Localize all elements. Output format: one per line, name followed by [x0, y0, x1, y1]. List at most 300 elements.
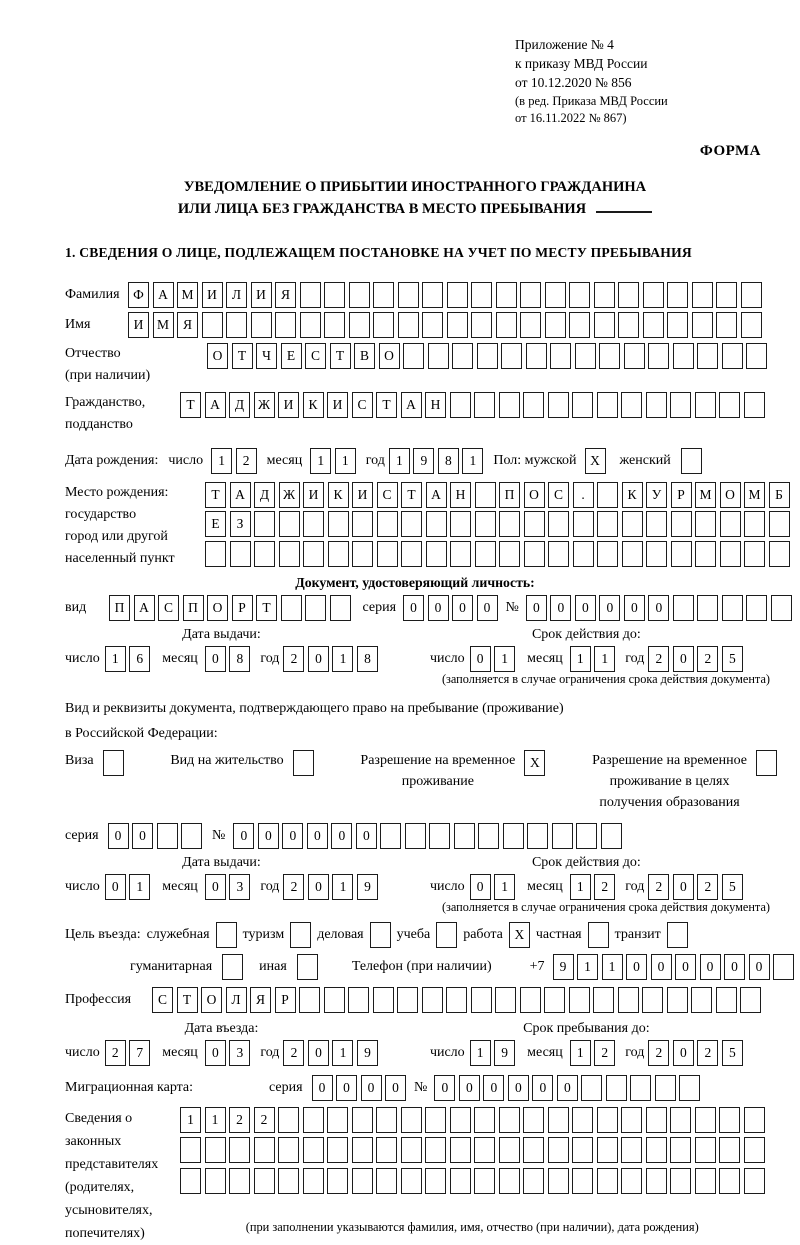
char-cell[interactable]: 0	[336, 1075, 357, 1101]
char-cell[interactable]: П	[109, 595, 130, 621]
char-cell[interactable]: Т	[401, 482, 422, 508]
purpose-study-checkbox[interactable]	[436, 922, 457, 948]
char-cell[interactable]	[454, 823, 475, 849]
char-cell[interactable]	[719, 392, 740, 418]
char-cell[interactable]: 9	[357, 1040, 378, 1066]
char-cell[interactable]: 0	[550, 595, 571, 621]
char-cell[interactable]	[618, 987, 639, 1013]
char-cell[interactable]	[646, 511, 667, 537]
char-cell[interactable]: 8	[229, 646, 250, 672]
char-cell[interactable]: 0	[673, 874, 694, 900]
char-cell[interactable]: 2	[594, 874, 615, 900]
char-cell[interactable]: Я	[250, 987, 271, 1013]
char-cell[interactable]	[646, 392, 667, 418]
char-cell[interactable]: 0	[575, 595, 596, 621]
char-cell[interactable]: 8	[438, 448, 459, 474]
char-cell[interactable]	[573, 541, 594, 567]
char-cell[interactable]	[569, 312, 590, 338]
char-cell[interactable]	[520, 282, 541, 308]
char-cell[interactable]	[425, 1137, 446, 1163]
char-cell[interactable]: 1	[570, 1040, 591, 1066]
char-cell[interactable]	[281, 595, 302, 621]
char-cell[interactable]: 0	[434, 1075, 455, 1101]
char-cell[interactable]	[643, 282, 664, 308]
migration-card-number-cells[interactable]	[434, 1075, 700, 1101]
char-cell[interactable]: 0	[205, 1040, 226, 1066]
char-cell[interactable]	[450, 1107, 471, 1133]
char-cell[interactable]	[499, 511, 520, 537]
char-cell[interactable]	[205, 1168, 226, 1194]
char-cell[interactable]: 0	[724, 954, 745, 980]
char-cell[interactable]	[254, 1137, 275, 1163]
char-cell[interactable]: Ч	[256, 343, 277, 369]
char-cell[interactable]: 2	[229, 1107, 250, 1133]
char-cell[interactable]	[495, 987, 516, 1013]
char-cell[interactable]	[278, 1168, 299, 1194]
char-cell[interactable]	[477, 343, 498, 369]
char-cell[interactable]	[348, 987, 369, 1013]
char-cell[interactable]	[428, 343, 449, 369]
char-cell[interactable]	[744, 541, 765, 567]
residence-permit-checkbox[interactable]	[293, 750, 314, 776]
char-cell[interactable]	[548, 511, 569, 537]
char-cell[interactable]: Н	[450, 482, 471, 508]
char-cell[interactable]: А	[134, 595, 155, 621]
char-cell[interactable]: П	[183, 595, 204, 621]
char-cell[interactable]	[278, 1107, 299, 1133]
char-cell[interactable]: 2	[283, 874, 304, 900]
char-cell[interactable]	[229, 1137, 250, 1163]
char-cell[interactable]	[671, 541, 692, 567]
char-cell[interactable]: 0	[258, 823, 279, 849]
char-cell[interactable]	[695, 541, 716, 567]
char-cell[interactable]	[523, 392, 544, 418]
char-cell[interactable]	[621, 1107, 642, 1133]
char-cell[interactable]	[275, 312, 296, 338]
birthdate-year-cells[interactable]	[389, 448, 484, 474]
char-cell[interactable]: С	[377, 482, 398, 508]
char-cell[interactable]: 0	[599, 595, 620, 621]
char-cell[interactable]	[474, 392, 495, 418]
char-cell[interactable]	[569, 282, 590, 308]
char-cell[interactable]	[773, 954, 794, 980]
char-cell[interactable]	[597, 511, 618, 537]
issue-month-cells[interactable]	[205, 646, 251, 672]
char-cell[interactable]: 0	[205, 646, 226, 672]
char-cell[interactable]: 9	[494, 1040, 515, 1066]
char-cell[interactable]: Д	[254, 482, 275, 508]
char-cell[interactable]: 1	[205, 1107, 226, 1133]
char-cell[interactable]: 1	[602, 954, 623, 980]
char-cell[interactable]	[524, 511, 545, 537]
stay-year-cells[interactable]	[648, 1040, 743, 1066]
char-cell[interactable]	[377, 541, 398, 567]
char-cell[interactable]	[327, 1107, 348, 1133]
char-cell[interactable]: Л	[226, 282, 247, 308]
char-cell[interactable]	[397, 987, 418, 1013]
valid-day-cells[interactable]	[470, 874, 516, 900]
char-cell[interactable]	[496, 312, 517, 338]
char-cell[interactable]	[324, 312, 345, 338]
char-cell[interactable]	[695, 392, 716, 418]
char-cell[interactable]: 0	[648, 595, 669, 621]
char-cell[interactable]	[593, 987, 614, 1013]
char-cell[interactable]: 0	[205, 874, 226, 900]
char-cell[interactable]	[229, 1168, 250, 1194]
purpose-official-checkbox[interactable]	[216, 922, 237, 948]
char-cell[interactable]: К	[303, 392, 324, 418]
char-cell[interactable]: 0	[312, 1075, 333, 1101]
char-cell[interactable]: 2	[648, 1040, 669, 1066]
char-cell[interactable]	[597, 1137, 618, 1163]
char-cell[interactable]	[599, 343, 620, 369]
char-cell[interactable]: 2	[697, 874, 718, 900]
char-cell[interactable]	[545, 312, 566, 338]
char-cell[interactable]: 0	[108, 823, 129, 849]
char-cell[interactable]	[373, 282, 394, 308]
char-cell[interactable]: Р	[275, 987, 296, 1013]
char-cell[interactable]	[746, 343, 767, 369]
char-cell[interactable]	[398, 312, 419, 338]
char-cell[interactable]	[520, 312, 541, 338]
char-cell[interactable]	[499, 1168, 520, 1194]
char-cell[interactable]: 2	[283, 646, 304, 672]
char-cell[interactable]	[496, 282, 517, 308]
char-cell[interactable]	[594, 312, 615, 338]
temp-residence-checkbox[interactable]: X	[524, 750, 545, 776]
purpose-private-checkbox[interactable]	[588, 922, 609, 948]
char-cell[interactable]	[618, 312, 639, 338]
char-cell[interactable]	[646, 1168, 667, 1194]
valid-year-cells[interactable]	[648, 646, 743, 672]
char-cell[interactable]	[643, 312, 664, 338]
char-cell[interactable]	[299, 987, 320, 1013]
char-cell[interactable]: О	[207, 595, 228, 621]
char-cell[interactable]	[303, 1137, 324, 1163]
char-cell[interactable]	[471, 987, 492, 1013]
char-cell[interactable]: О	[720, 482, 741, 508]
char-cell[interactable]: Е	[205, 511, 226, 537]
char-cell[interactable]	[548, 392, 569, 418]
char-cell[interactable]	[769, 541, 790, 567]
issue-day-cells[interactable]	[105, 646, 151, 672]
char-cell[interactable]: 2	[236, 448, 257, 474]
char-cell[interactable]	[180, 1137, 201, 1163]
char-cell[interactable]	[597, 392, 618, 418]
char-cell[interactable]	[573, 511, 594, 537]
char-cell[interactable]	[716, 312, 737, 338]
char-cell[interactable]: Т	[180, 392, 201, 418]
char-cell[interactable]	[157, 823, 178, 849]
entry-day-cells[interactable]	[105, 1040, 151, 1066]
char-cell[interactable]	[180, 1168, 201, 1194]
char-cell[interactable]	[352, 1168, 373, 1194]
char-cell[interactable]	[447, 282, 468, 308]
char-cell[interactable]	[429, 823, 450, 849]
char-cell[interactable]: 1	[129, 874, 150, 900]
char-cell[interactable]: О	[379, 343, 400, 369]
char-cell[interactable]	[205, 1137, 226, 1163]
char-cell[interactable]: .	[573, 482, 594, 508]
purpose-business-checkbox[interactable]	[370, 922, 391, 948]
char-cell[interactable]	[544, 987, 565, 1013]
char-cell[interactable]	[597, 482, 618, 508]
char-cell[interactable]	[572, 1137, 593, 1163]
char-cell[interactable]	[520, 987, 541, 1013]
char-cell[interactable]	[450, 392, 471, 418]
char-cell[interactable]	[499, 541, 520, 567]
char-cell[interactable]	[744, 392, 765, 418]
char-cell[interactable]	[503, 823, 524, 849]
valid-month-cells[interactable]	[570, 646, 616, 672]
char-cell[interactable]	[601, 823, 622, 849]
char-cell[interactable]	[597, 541, 618, 567]
char-cell[interactable]	[771, 595, 792, 621]
char-cell[interactable]	[744, 511, 765, 537]
char-cell[interactable]: Я	[275, 282, 296, 308]
char-cell[interactable]	[474, 1107, 495, 1133]
char-cell[interactable]	[300, 282, 321, 308]
char-cell[interactable]	[572, 392, 593, 418]
char-cell[interactable]	[622, 511, 643, 537]
char-cell[interactable]	[450, 541, 471, 567]
char-cell[interactable]: С	[158, 595, 179, 621]
char-cell[interactable]: 0	[532, 1075, 553, 1101]
char-cell[interactable]	[450, 1168, 471, 1194]
char-cell[interactable]: 0	[651, 954, 672, 980]
char-cell[interactable]	[376, 1168, 397, 1194]
char-cell[interactable]	[475, 511, 496, 537]
birthplace-line3-cells[interactable]	[205, 541, 790, 567]
char-cell[interactable]: О	[207, 343, 228, 369]
identity-doc-number-cells[interactable]	[526, 595, 792, 621]
char-cell[interactable]	[720, 541, 741, 567]
char-cell[interactable]	[692, 312, 713, 338]
char-cell[interactable]	[446, 987, 467, 1013]
char-cell[interactable]	[376, 1137, 397, 1163]
char-cell[interactable]: 5	[722, 1040, 743, 1066]
char-cell[interactable]	[501, 343, 522, 369]
char-cell[interactable]: 1	[180, 1107, 201, 1133]
char-cell[interactable]	[305, 595, 326, 621]
char-cell[interactable]: 2	[283, 1040, 304, 1066]
char-cell[interactable]: 0	[428, 595, 449, 621]
char-cell[interactable]: 1	[211, 448, 232, 474]
char-cell[interactable]	[722, 595, 743, 621]
char-cell[interactable]	[670, 1168, 691, 1194]
char-cell[interactable]: 9	[357, 874, 378, 900]
valid-day-cells[interactable]	[470, 646, 516, 672]
birthdate-day-cells[interactable]	[211, 448, 257, 474]
issue-month-cells[interactable]	[205, 874, 251, 900]
char-cell[interactable]	[523, 1107, 544, 1133]
char-cell[interactable]: 0	[477, 595, 498, 621]
char-cell[interactable]	[576, 823, 597, 849]
char-cell[interactable]: 3	[229, 1040, 250, 1066]
char-cell[interactable]: 0	[356, 823, 377, 849]
char-cell[interactable]	[401, 541, 422, 567]
char-cell[interactable]	[548, 1137, 569, 1163]
char-cell[interactable]	[426, 541, 447, 567]
stay-day-cells[interactable]	[470, 1040, 516, 1066]
char-cell[interactable]	[673, 343, 694, 369]
char-cell[interactable]	[572, 1107, 593, 1133]
char-cell[interactable]: У	[646, 482, 667, 508]
char-cell[interactable]: Я	[177, 312, 198, 338]
char-cell[interactable]: 0	[361, 1075, 382, 1101]
char-cell[interactable]: 0	[557, 1075, 578, 1101]
patronymic-cells[interactable]	[207, 343, 767, 369]
char-cell[interactable]	[670, 392, 691, 418]
char-cell[interactable]: 2	[697, 1040, 718, 1066]
char-cell[interactable]: С	[352, 392, 373, 418]
char-cell[interactable]	[667, 312, 688, 338]
char-cell[interactable]: 0	[470, 646, 491, 672]
char-cell[interactable]	[621, 392, 642, 418]
char-cell[interactable]	[471, 282, 492, 308]
char-cell[interactable]: С	[548, 482, 569, 508]
char-cell[interactable]	[740, 987, 761, 1013]
valid-year-cells[interactable]	[648, 874, 743, 900]
char-cell[interactable]: 1	[389, 448, 410, 474]
char-cell[interactable]: 0	[452, 595, 473, 621]
char-cell[interactable]	[572, 1168, 593, 1194]
char-cell[interactable]: С	[305, 343, 326, 369]
char-cell[interactable]	[719, 1168, 740, 1194]
char-cell[interactable]	[673, 595, 694, 621]
char-cell[interactable]: 1	[594, 646, 615, 672]
char-cell[interactable]: 0	[700, 954, 721, 980]
char-cell[interactable]	[548, 1168, 569, 1194]
char-cell[interactable]	[324, 987, 345, 1013]
char-cell[interactable]: 0	[331, 823, 352, 849]
char-cell[interactable]: И	[128, 312, 149, 338]
char-cell[interactable]: 1	[470, 1040, 491, 1066]
char-cell[interactable]	[425, 1168, 446, 1194]
char-cell[interactable]	[597, 1168, 618, 1194]
char-cell[interactable]	[230, 541, 251, 567]
char-cell[interactable]	[327, 1137, 348, 1163]
char-cell[interactable]: П	[499, 482, 520, 508]
char-cell[interactable]	[279, 541, 300, 567]
char-cell[interactable]: 8	[357, 646, 378, 672]
char-cell[interactable]	[606, 1075, 627, 1101]
char-cell[interactable]	[226, 312, 247, 338]
char-cell[interactable]	[720, 511, 741, 537]
char-cell[interactable]	[646, 1137, 667, 1163]
char-cell[interactable]	[405, 823, 426, 849]
char-cell[interactable]: 0	[308, 874, 329, 900]
char-cell[interactable]	[524, 541, 545, 567]
char-cell[interactable]	[692, 282, 713, 308]
char-cell[interactable]	[741, 312, 762, 338]
char-cell[interactable]	[422, 987, 443, 1013]
char-cell[interactable]: А	[426, 482, 447, 508]
char-cell[interactable]	[548, 541, 569, 567]
char-cell[interactable]	[377, 511, 398, 537]
char-cell[interactable]	[550, 343, 571, 369]
char-cell[interactable]	[352, 1137, 373, 1163]
char-cell[interactable]	[254, 1168, 275, 1194]
char-cell[interactable]: 0	[508, 1075, 529, 1101]
char-cell[interactable]	[352, 541, 373, 567]
char-cell[interactable]	[450, 511, 471, 537]
char-cell[interactable]: Т	[205, 482, 226, 508]
char-cell[interactable]	[349, 312, 370, 338]
char-cell[interactable]: 9	[553, 954, 574, 980]
char-cell[interactable]	[352, 511, 373, 537]
char-cell[interactable]: 0	[282, 823, 303, 849]
legal-reps-line3-cells[interactable]	[180, 1168, 765, 1194]
char-cell[interactable]	[552, 823, 573, 849]
char-cell[interactable]	[251, 312, 272, 338]
char-cell[interactable]	[526, 343, 547, 369]
valid-month-cells[interactable]	[570, 874, 616, 900]
char-cell[interactable]: Т	[232, 343, 253, 369]
char-cell[interactable]: 1	[332, 874, 353, 900]
char-cell[interactable]	[697, 595, 718, 621]
char-cell[interactable]	[548, 1107, 569, 1133]
char-cell[interactable]	[648, 343, 669, 369]
char-cell[interactable]: 1	[310, 448, 331, 474]
char-cell[interactable]: 7	[129, 1040, 150, 1066]
char-cell[interactable]	[328, 541, 349, 567]
char-cell[interactable]: 5	[722, 646, 743, 672]
char-cell[interactable]	[679, 1075, 700, 1101]
char-cell[interactable]	[422, 282, 443, 308]
char-cell[interactable]	[581, 1075, 602, 1101]
char-cell[interactable]	[403, 343, 424, 369]
char-cell[interactable]: 2	[697, 646, 718, 672]
char-cell[interactable]	[741, 282, 762, 308]
char-cell[interactable]	[695, 1107, 716, 1133]
char-cell[interactable]: 6	[129, 646, 150, 672]
char-cell[interactable]: Т	[376, 392, 397, 418]
char-cell[interactable]	[597, 1107, 618, 1133]
char-cell[interactable]	[475, 541, 496, 567]
char-cell[interactable]: 0	[132, 823, 153, 849]
char-cell[interactable]: К	[622, 482, 643, 508]
char-cell[interactable]: Б	[769, 482, 790, 508]
char-cell[interactable]	[646, 1107, 667, 1133]
char-cell[interactable]	[499, 1137, 520, 1163]
char-cell[interactable]: 0	[308, 1040, 329, 1066]
char-cell[interactable]	[719, 1107, 740, 1133]
char-cell[interactable]: 5	[722, 874, 743, 900]
profession-cells[interactable]	[152, 987, 761, 1013]
char-cell[interactable]	[622, 541, 643, 567]
name-cells[interactable]	[128, 312, 762, 338]
char-cell[interactable]: 0	[673, 646, 694, 672]
char-cell[interactable]: 0	[308, 646, 329, 672]
char-cell[interactable]	[655, 1075, 676, 1101]
char-cell[interactable]: 1	[494, 874, 515, 900]
char-cell[interactable]: Ж	[279, 482, 300, 508]
char-cell[interactable]	[621, 1168, 642, 1194]
char-cell[interactable]	[671, 511, 692, 537]
purpose-humanitarian-checkbox[interactable]	[222, 954, 243, 980]
char-cell[interactable]	[426, 511, 447, 537]
char-cell[interactable]	[303, 1168, 324, 1194]
char-cell[interactable]	[401, 1137, 422, 1163]
purpose-work-checkbox[interactable]: X	[509, 922, 530, 948]
char-cell[interactable]: А	[401, 392, 422, 418]
char-cell[interactable]: 0	[385, 1075, 406, 1101]
char-cell[interactable]: 0	[673, 1040, 694, 1066]
char-cell[interactable]	[621, 1137, 642, 1163]
char-cell[interactable]: 0	[626, 954, 647, 980]
char-cell[interactable]: 0	[403, 595, 424, 621]
